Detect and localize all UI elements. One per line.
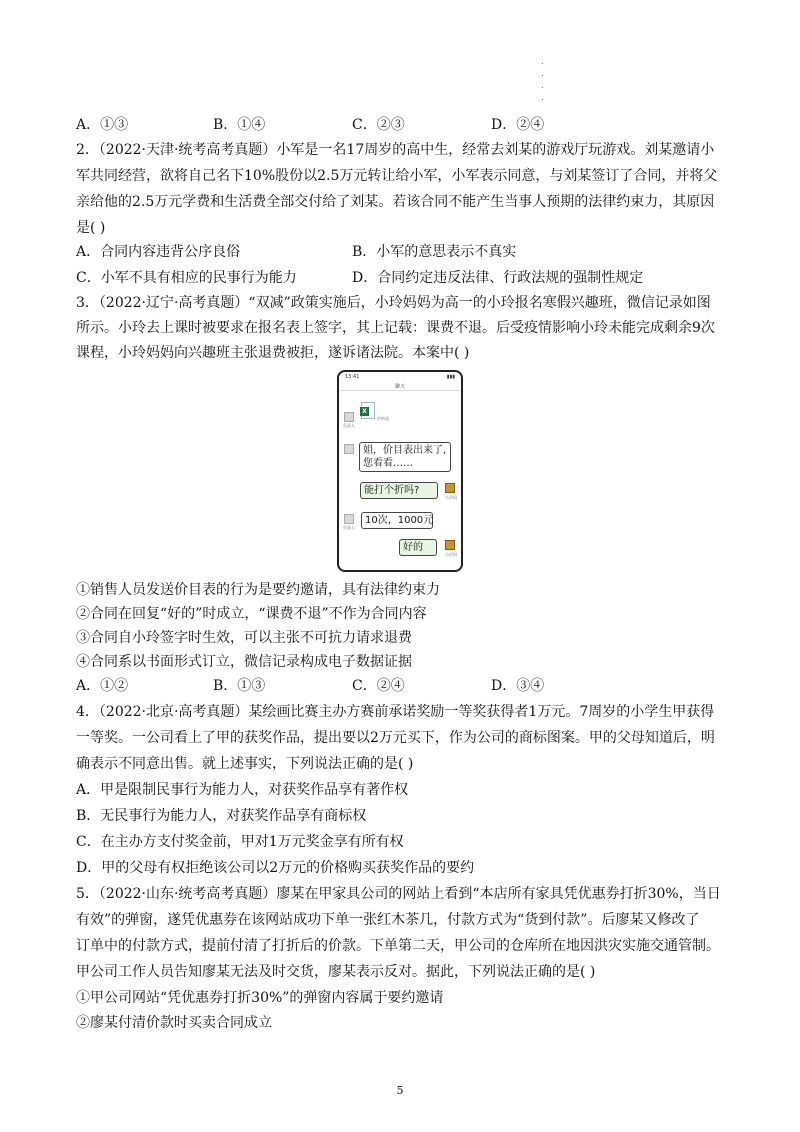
- q2-stem-line-4: 是( ): [76, 220, 106, 236]
- q3-stem-line-2: 所示。小玲去上课时被要求在报名表上签字，其上记载：课费不退。后受疫情影响小玲未能完成剩余9次: [76, 320, 715, 336]
- q5-statement-2: ②廖某付清价款时买卖合同成立: [76, 1015, 272, 1031]
- file-label: 价格表: [377, 416, 389, 421]
- margin-marks: . . . .: [541, 57, 544, 103]
- q2-option-c: C．小军不具有相应的民事行为能力: [76, 270, 297, 286]
- excel-badge: X: [360, 407, 369, 416]
- wechat-chat-figure: [337, 370, 463, 572]
- q3-statement-2: ②合同在回复“好的”时成立，“课费不退”不作为合同内容: [76, 606, 427, 622]
- chat-header-divider: [339, 390, 461, 391]
- excel-file-icon: [361, 402, 375, 419]
- page-number: 5: [396, 1084, 404, 1097]
- q3-statement-1: ①销售人员发送价目表的行为是要约邀请，具有法律约束力: [76, 582, 440, 598]
- q3-stem-line-1: 3．（2022·辽宁·高考真题）“双减”政策实施后，小玲妈妈为高一的小玲报名寒假兴趣班，微信记录如图: [76, 295, 711, 311]
- q2-stem-line-1: 2．（2022·天津·统考高考真题）小军是一名17周岁的高中生，经常去刘某的游戏厅玩游戏。刘某邀请小: [76, 142, 715, 158]
- q3-option-b: B．①③: [213, 678, 266, 694]
- q4-option-d: D．甲的父母有权拒绝该公司以2万元的价格购买获奖作品的要约: [76, 860, 475, 876]
- q3-statement-4: ④合同系以书面形式订立，微信记录构成电子数据证据: [76, 654, 412, 670]
- chat-message-3: 10次，1000元: [361, 512, 433, 529]
- q4-option-c: C．在主办方支付奖金前，甲对1万元奖金享有所有权: [76, 834, 404, 850]
- chat-message-4: 好的: [399, 539, 437, 556]
- avatar-name: 小玲妈: [445, 552, 457, 557]
- option-d: D．②④: [491, 117, 545, 133]
- q3-option-c: C．②④: [352, 678, 405, 694]
- option-b: B．①④: [213, 117, 266, 133]
- q4-stem-line-2: 一等奖。一公司看上了甲的获奖作品，提出要以2万元买下，作为公司的商标图案。甲的父母知道后，明: [76, 730, 715, 746]
- q5-stem-line-3: 订单中的付款方式，提前付清了打折后的价款。下单第二天，甲公司的仓库所在地因洪灾实施交通管制。: [76, 938, 720, 954]
- avatar: [445, 540, 455, 550]
- chat-title: 聊天: [394, 384, 405, 390]
- avatar: [344, 514, 354, 524]
- q5-stem-line-1: 5．（2022·山东·统考高考真题）廖某在甲家具公司的网站上看到“本店所有家具凭优惠券打折30%，当日: [76, 886, 721, 902]
- q4-stem-line-1: 4．（2022·北京·高考真题）某绘画比赛主办方赛前承诺奖励一等奖获得者1万元。7周岁的小学生甲获得: [76, 704, 715, 720]
- q3-option-d: D．③④: [491, 678, 545, 694]
- chat-message-2: 能打个折吗?: [360, 482, 438, 499]
- chat-message-1: 姐，价目表出来了,您看看……: [359, 442, 451, 472]
- q4-stem-line-3: 确表示不同意出售。就上述事实，下列说法正确的是( ): [76, 756, 414, 772]
- q5-stem-line-2: 有效”的弹窗，遂凭优惠券在该网站成功下单一张红木茶几，付款方式为“货到付款”。后廖某又修改了: [76, 912, 700, 928]
- q4-option-a: A．甲是限制民事行为能力人，对获奖作品享有著作权: [76, 782, 409, 798]
- avatar: [445, 483, 455, 493]
- q3-option-a: A．①②: [76, 678, 129, 694]
- q5-stem-line-4: 甲公司工作人员告知廖某无法及时交货，廖某表示反对。据此，下列说法正确的是( ): [76, 964, 596, 980]
- phone-signal-icon: ▮▮▮: [446, 374, 455, 380]
- q3-statement-3: ③合同自小玲签字时生效，可以主张不可抗力请求退费: [76, 630, 412, 646]
- q4-option-b: B．无民事行为能力人，对获奖作品享有商标权: [76, 808, 367, 824]
- avatar: [344, 444, 354, 454]
- avatar-name: 小玲妈: [445, 495, 457, 500]
- option-c: C．②③: [352, 117, 405, 133]
- option-a: A．①③: [76, 117, 129, 133]
- q3-stem-line-3: 课程，小玲妈妈向兴趣班主张退费被拒，遂诉诸法院。本案中( ): [76, 345, 470, 361]
- avatar-name: 负责人: [343, 423, 355, 428]
- q2-stem-line-2: 军共同经营，欲将自己名下10%股份以2.5万元转让给小军，小军表示同意，与刘某签订了合同，并将父: [76, 168, 718, 184]
- q2-option-b: B．小军的意思表示不真实: [352, 244, 517, 260]
- q2-stem-line-3: 亲给他的2.5万元学费和生活费全部交付给了刘某。若该合同不能产生当事人预期的法律约束力，其原因: [76, 194, 715, 210]
- q5-statement-1: ①甲公司网站“凭优惠券打折30%”的弹窗内容属于要约邀请: [76, 990, 444, 1006]
- avatar-name: 负责人: [343, 525, 355, 530]
- q2-option-d: D．合同约定违反法律、行政法规的强制性规定: [352, 270, 644, 286]
- avatar: [344, 412, 354, 422]
- q2-option-a: A．合同内容违背公序良俗: [76, 244, 241, 260]
- phone-time: 13:41: [345, 374, 360, 380]
